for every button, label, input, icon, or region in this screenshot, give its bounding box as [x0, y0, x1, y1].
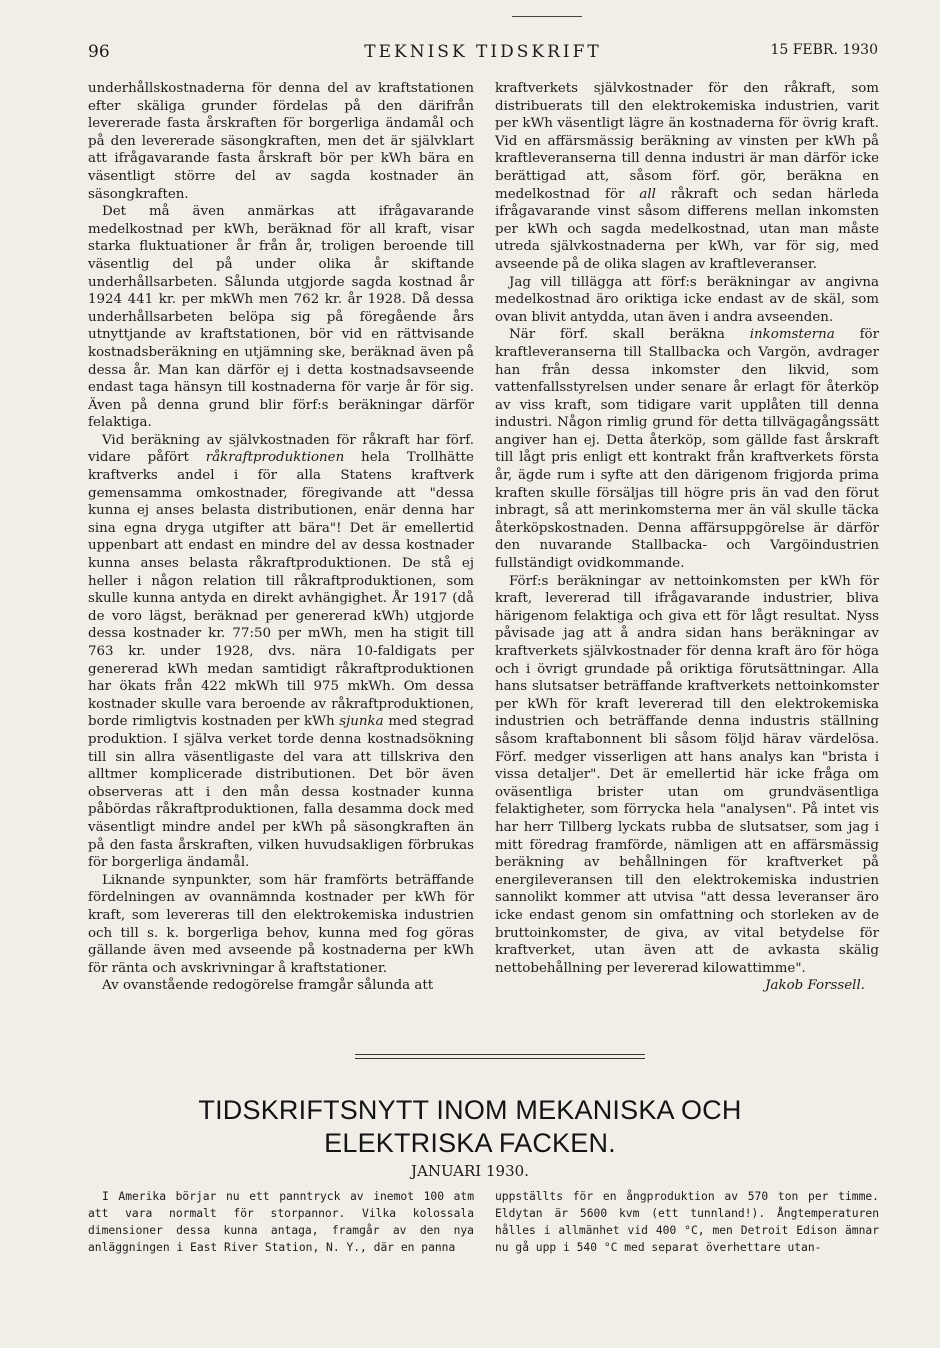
right-paragraph-4: Förf:s beräkningar av nettoinkomsten per kWh för kraft, levererad till ifrågavarande industrier, bliva härigenom felaktiga och giva ett för lågt resultat. Nyss påvisade jag att å andra sidan hans beräkningar av kraftverkets självkostnader för denna kraft äro för höga och i övrigt grundade på oriktiga förutsättningar. Alla hans slutsatser beträffande kraftverkets nettoinkomster per kWh för kraft levererad till den elektrokemiska industrien och beträffande denna industris ställning såsom kraftabonnent bli såsom följd härav värdelösa. Förf. medger visserligen att hans analys kan "brista i vissa detaljer". Det är emellertid här icke fråga om oväsentliga brister utan om grundväsentliga felaktigheter, som förrycka hela "analysen". På intet vis har herr Tillberg lyckats rubba de slutsatser, som jag i mitt föredrag framförde, nämligen att en affärsmässig beräkning av behållningen för kraftverket på energileveransen till den elektrokemiska industrien sannolikt kommer att utvisa "att dessa leveranser äro icke endast genom sin omfattning och storleken av de bruttoinkomster, de giva, av vital betydelse för kraftverket, utan även att de avkasta skälig nettobehållning per levererad kilowattimme".	[495, 573, 879, 976]
right-paragraph-3	[495, 326, 879, 572]
section-divider	[355, 1058, 645, 1059]
author-signature: Jakob Forssell.	[765, 978, 865, 994]
text-run: med stegrad produktion. I själva verket torde denna kostnadsökning till sin allra väsentligaste del vara att tillskriva den alltmer komplicerade distributionen. Det bör även observeras att i den mån dessa kostnader kunna påbördas råkraftproduktionen, falla desamma dock med väsentligt mindre andel per kWh på säsongkraften än på den fasta årskraften, vilken huvudsakligen förbrukas för borgerliga ändamål.	[88, 714, 474, 871]
page-number: 96	[88, 42, 110, 62]
left-paragraph-4: Liknande synpunkter, som här framförts beträffande fördelningen av ovannämnda kostnader per kWh för kraft, som levereras till den elektrokemiska industrien och till s. k. borgerliga behov, kunna med fog göras gällande även med avseende på kostnaderna per kWh för ränta och avskrivningar å kraftstationer.	[88, 872, 474, 976]
left-paragraph-1: underhållskostnaderna för denna del av kraftstationen efter skäliga grunder fördelas på den därifrån levererade fasta årskraften för borgerliga ändamål och på den levererade säsongkraften, men det är självklart att ifrågavarande fasta årskraft bör per kWh bära en väsentligt större del av sagda kostnader än säsongkraften.	[88, 81, 474, 202]
section-title-line-1: TIDSKRIFTSNYTT INOM MEKANISKA OCH	[198, 1095, 742, 1125]
text-run: Vid beräkning av självkostnaden för råkraft har förf. vidare påfört	[88, 432, 474, 466]
text-run: hela Trollhätte kraftverks andel i för alla Statens kraftverk gemensamma omkostnader, föregivande att "dessa kunna ej anses belasta distributionen, enär denna har sina egna dryga utgifter att bära"! Det är emellertid uppenbart att endast en mindre del av dessa kostnader kunna anses belasta råkraftproduktionen. De stå ej heller i någon relation till råkraftproduktionen, som skulle kunna antyda en direkt avhängighet. År 1917 (då de voro lägst, beräknad per genererad kWh) utgjorde dessa kostnader kr. 77:50 per mWh, men ha stigit till 763 kr. under 1928, dvs. nära 10-faldigats per genererad kWh medan samtidigt råkraftproduktionen har ökats från 422 mkWh till 975 mkWh. Om dessa kostnader skulle vara beroende av råkraftproduktionen, borde rimligtvis kostnaden per kWh	[88, 450, 474, 730]
news-right-column	[495, 1188, 879, 1256]
emphasis: råkraftproduktionen	[205, 450, 345, 466]
news-left-paragraph: I Amerika börjar nu ett panntryck av inemot 100 atm att vara normalt för storpannor. Vilka kolossala dimensioner dessa kunna antaga, framgår av den nya anläggningen i East River Station, N. Y., där en panna	[88, 1190, 474, 1254]
news-right-paragraph: uppställts för en ångproduktion av 570 ton per timme. Eldytan är 5600 kvm (ett tunnland!). Ångtemperaturen hålles i allmänhet vid 400 °C, men Detroit Edison ämnar nu gå upp i 540 °C med separat överhettare utan-	[495, 1190, 879, 1254]
section-title-line-2: ELEKTRISKA FACKEN.	[324, 1128, 616, 1158]
right-column	[495, 80, 879, 995]
left-paragraph-3	[88, 432, 474, 872]
text-run: råkraft och sedan härleda ifrågavarande vinst såsom differens mellan inkomsten per kWh och sagda medelkostnad, utan man måste utreda självkostnaderna per kWh, var för sig, med avseende på de olika slagen av kraftleveranser.	[495, 186, 879, 272]
section-subtitle: JANUARI 1930.	[411, 1162, 529, 1180]
text-run: kraftverkets självkostnader för den råkraft, som distribuerats till den elektrokemiska industrien, varit per kWh väsentligt lägre än kostnaderna för övrig kraft. Vid en affärsmässig beräkning av vinsten per kWh på kraftleveranserna till denna industri är man därför icke berättigad att, såsom förf. gör, beräkna en medelkostnad för	[495, 81, 879, 202]
page-header	[88, 42, 878, 66]
section-divider	[355, 1054, 645, 1055]
issue-date: 15 FEBR. 1930	[770, 42, 878, 58]
text-run: för kraftleveranserna till Stallbacka och Vargön, avdrager han från dessa inkomster den likvid, som vattenfallsstyrelsen under senare år erlagt för återköp av viss kraft, som tidigare varit upplåten till denna industri. Någon rimlig grund för detta tillvägagångssätt angiver han ej. Detta återköp, som gällde fast årskraft till lågt pris enligt ett kontrakt från kraftverkets första år, ägde rum i syfte att den därigenom frigjorda prima kraften skulle försäljas till högre pris än vad den förut inbragt, så att merinkomsterna mer än väl skulle täcka återköpskostnaden. Denna affärsuppgörelse är därför den nuvarande Stallbacka- och Vargöindustrien fullständigt ovidkommande.	[495, 327, 879, 572]
right-paragraph-1	[495, 80, 879, 274]
top-rule	[512, 16, 582, 17]
text-run: När förf. skall beräkna	[509, 327, 750, 343]
journal-title: TEKNISK TIDSKRIFT	[364, 42, 602, 62]
left-column	[88, 80, 474, 995]
emphasis: all	[639, 186, 656, 202]
news-left-column	[88, 1188, 474, 1256]
left-paragraph-2: Det må även anmärkas att ifrågavarande medelkostnad per kWh, beräknad för all kraft, visar starka fluktuationer år från år, troligen beroende till väsentlig del på under olika år skiftande underhållsarbeten. Sålunda utgjorde sagda kostnad år 1924 441 kr. per mkWh men 762 kr. år 1928. Då dessa underhållsarbeten belöpa sig på föregående års utnyttjande av kraftstationen, bör vid en rättvisande kostnadsberäkning en utjämning ske, beräknad även på dessa år. Man kan därför ej i detta kostnadsavseende endast taga hänsyn till kostnaderna för varje år för sig. Även på denna grund blir förf:s beräkningar därför felaktiga.	[88, 204, 474, 431]
emphasis: sjunka	[339, 714, 384, 730]
right-paragraph-2: Jag vill tillägga att förf:s beräkningar av angivna medelkostnad äro oriktiga icke endast av de skäl, som ovan blivit antydda, utan även i andra avseenden.	[495, 274, 879, 325]
emphasis: inkomsterna	[749, 327, 835, 343]
left-paragraph-5: Av ovanstående redogörelse framgår sålunda att	[102, 978, 434, 994]
